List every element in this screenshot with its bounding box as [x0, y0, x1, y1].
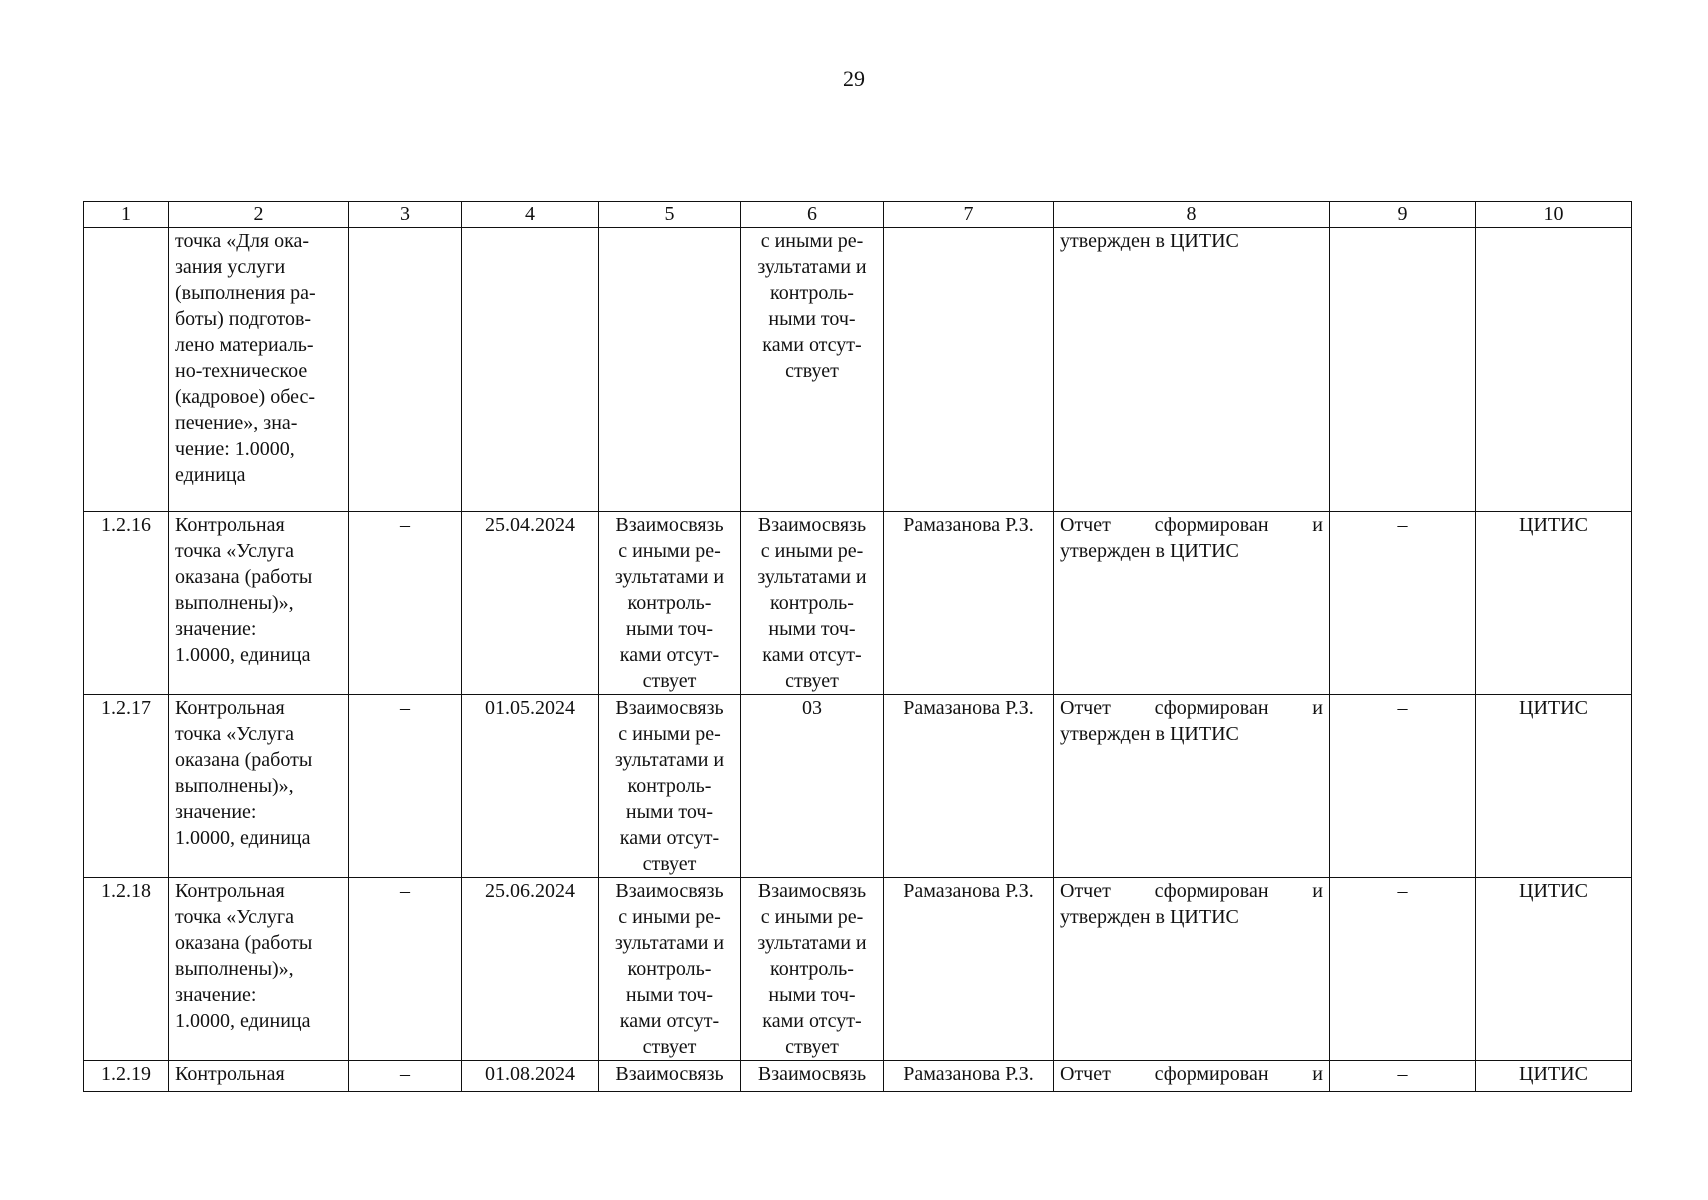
- cell-date: 25.04.2024: [462, 512, 599, 695]
- cell-col6: [741, 512, 884, 695]
- cell-col5: [599, 878, 741, 1061]
- table-row: [84, 695, 1632, 878]
- col6-line: ками отсут-: [762, 334, 862, 356]
- col6-line: с иными ре-: [760, 540, 864, 562]
- header-cell: 6: [741, 202, 884, 228]
- header-cell: 2: [169, 202, 349, 228]
- name-line: печение», зна-: [175, 412, 298, 434]
- cell-col5: [599, 1061, 741, 1092]
- header-cell: 10: [1476, 202, 1632, 228]
- header-cell: 8: [1054, 202, 1330, 228]
- result-line: утвержден в ЦИТИС: [1060, 906, 1239, 928]
- cell-system: ЦИТИС: [1476, 695, 1632, 878]
- name-line: точка «Для ока-: [175, 230, 310, 252]
- cell-result: [1054, 878, 1330, 1061]
- name-line: 1.0000, единица: [175, 827, 311, 849]
- name-line: чение: 1.0000,: [175, 438, 295, 460]
- result-line: Отчет сформирован и: [1060, 1063, 1323, 1085]
- control-points-table: [83, 201, 1632, 1092]
- name-line: Контрольная: [175, 697, 285, 719]
- header-cell: 1: [84, 202, 169, 228]
- cell-date: 25.06.2024: [462, 878, 599, 1061]
- cell-date: 01.05.2024: [462, 695, 599, 878]
- col5-line: с иными ре-: [618, 723, 721, 745]
- name-line: боты) подготов-: [175, 308, 312, 330]
- header-cell: 7: [884, 202, 1054, 228]
- cell-num: 1.2.18: [84, 878, 169, 1061]
- cell-num: [84, 228, 169, 512]
- col6-line: ствует: [785, 670, 839, 692]
- cell-name: [169, 1061, 349, 1092]
- col5-line: зультатами и: [614, 749, 725, 771]
- col5-line: Взаимосвязь: [615, 1063, 724, 1085]
- cell-col6: [741, 228, 884, 512]
- cell-col9: –: [1330, 512, 1476, 695]
- cell-col9: –: [1330, 878, 1476, 1061]
- col5-line: зультатами и: [614, 566, 725, 588]
- cell-result: [1054, 512, 1330, 695]
- cell-responsible: Рамазанова Р.З.: [884, 512, 1054, 695]
- col6-line: зультатами и: [757, 566, 867, 588]
- name-line: выполнены)»,: [175, 958, 294, 980]
- name-line: точка «Услуга: [175, 723, 295, 745]
- col6-line: 03: [802, 697, 822, 719]
- result-line: утвержден в ЦИТИС: [1060, 723, 1239, 745]
- name-line: выполнены)»,: [175, 592, 294, 614]
- col5-line: с иными ре-: [618, 540, 721, 562]
- col5-line: Взаимосвязь: [615, 697, 724, 719]
- col5-line: ными точ-: [625, 801, 714, 823]
- col6-line: ками отсут-: [762, 644, 862, 666]
- name-line: точка «Услуга: [175, 906, 295, 928]
- cell-date: 01.08.2024: [462, 1061, 599, 1092]
- name-line: зания услуги: [175, 256, 286, 278]
- name-line: лено материаль-: [175, 334, 314, 356]
- col6-line: ными точ-: [768, 618, 856, 640]
- cell-col3: –: [349, 878, 462, 1061]
- cell-col5: [599, 695, 741, 878]
- cell-responsible: Рамазанова Р.З.: [884, 1061, 1054, 1092]
- name-line: (кадровое) обес-: [175, 386, 316, 408]
- cell-col9: –: [1330, 695, 1476, 878]
- col6-line: контроль-: [770, 592, 854, 614]
- result-line: Отчет сформирован и: [1060, 514, 1323, 536]
- result-line: утвержден в ЦИТИС: [1060, 540, 1239, 562]
- cell-col3: [349, 228, 462, 512]
- result-line: Отчет сформирован и: [1060, 697, 1323, 719]
- name-line: оказана (работы: [175, 749, 313, 771]
- header-cell: 3: [349, 202, 462, 228]
- cell-num: 1.2.17: [84, 695, 169, 878]
- col5-line: ками отсут-: [619, 644, 720, 666]
- col6-line: с иными ре-: [760, 906, 864, 928]
- name-line: значение:: [175, 984, 257, 1006]
- header-row: [84, 202, 1632, 228]
- table-row: [84, 1061, 1632, 1092]
- col5-line: ными точ-: [625, 618, 714, 640]
- col6-line: Взаимосвязь: [757, 514, 867, 536]
- cell-num: 1.2.16: [84, 512, 169, 695]
- cell-system: ЦИТИС: [1476, 1061, 1632, 1092]
- name-line: 1.0000, единица: [175, 644, 311, 666]
- col6-line: ными точ-: [768, 984, 856, 1006]
- col5-line: контроль-: [627, 958, 712, 980]
- cell-result: [1054, 228, 1330, 512]
- col6-line: ками отсут-: [762, 1010, 862, 1032]
- col5-line: зультатами и: [614, 932, 725, 954]
- cell-col3: –: [349, 695, 462, 878]
- name-line: точка «Услуга: [175, 540, 295, 562]
- col6-line: ными точ-: [768, 308, 856, 330]
- name-line: единица: [175, 464, 246, 486]
- cell-col5: [599, 228, 741, 512]
- name-line: выполнены)»,: [175, 775, 294, 797]
- name-line: значение:: [175, 618, 257, 640]
- name-line: оказана (работы: [175, 932, 313, 954]
- result-line: утвержден в ЦИТИС: [1060, 230, 1239, 252]
- header-cell: 4: [462, 202, 599, 228]
- cell-system: ЦИТИС: [1476, 878, 1632, 1061]
- cell-name: [169, 512, 349, 695]
- col5-line: ными точ-: [625, 984, 714, 1006]
- col5-line: контроль-: [627, 592, 712, 614]
- cell-col5: [599, 512, 741, 695]
- col5-line: ствует: [642, 670, 697, 692]
- name-line: (выполнения ра-: [175, 282, 316, 304]
- cell-system: [1476, 228, 1632, 512]
- cell-date: [462, 228, 599, 512]
- col5-line: ками отсут-: [619, 1010, 720, 1032]
- cell-name: [169, 228, 349, 512]
- col6-line: контроль-: [770, 282, 854, 304]
- name-line: значение:: [175, 801, 257, 823]
- continuation-row: [84, 228, 1632, 512]
- cell-col9: [1330, 228, 1476, 512]
- cell-name: [169, 695, 349, 878]
- col5-line: ствует: [642, 853, 697, 875]
- cell-col3: –: [349, 512, 462, 695]
- cell-col6: [741, 1061, 884, 1092]
- cell-result: [1054, 695, 1330, 878]
- cell-name: [169, 878, 349, 1061]
- name-line: Контрольная: [175, 880, 285, 902]
- cell-col3: –: [349, 1061, 462, 1092]
- cell-num: 1.2.19: [84, 1061, 169, 1092]
- header-cell: 5: [599, 202, 741, 228]
- col6-line: зультатами и: [757, 256, 867, 278]
- cell-responsible: Рамазанова Р.З.: [884, 695, 1054, 878]
- cell-responsible: [884, 228, 1054, 512]
- header-cell: 9: [1330, 202, 1476, 228]
- page-number: 29: [843, 66, 865, 91]
- name-line: Контрольная: [175, 514, 285, 536]
- name-line: 1.0000, единица: [175, 1010, 311, 1032]
- col6-line: зультатами и: [757, 932, 867, 954]
- cell-result: [1054, 1061, 1330, 1092]
- col5-line: ками отсут-: [619, 827, 720, 849]
- col5-line: с иными ре-: [618, 906, 721, 928]
- col6-line: Взаимосвязь: [757, 1063, 867, 1085]
- cell-responsible: Рамазанова Р.З.: [884, 878, 1054, 1061]
- name-line: но-техническое: [175, 360, 308, 382]
- col6-line: с иными ре-: [760, 230, 864, 252]
- cell-system: ЦИТИС: [1476, 512, 1632, 695]
- col6-line: ствует: [785, 360, 839, 382]
- cell-col6: [741, 695, 884, 878]
- cell-col6: [741, 878, 884, 1061]
- result-line: Отчет сформирован и: [1060, 880, 1323, 902]
- cell-col9: –: [1330, 1061, 1476, 1092]
- col5-line: ствует: [642, 1036, 697, 1058]
- table-row: [84, 878, 1632, 1061]
- col5-line: Взаимосвязь: [615, 880, 724, 902]
- name-line: оказана (работы: [175, 566, 313, 588]
- name-line: Контрольная: [175, 1063, 285, 1085]
- table-row: [84, 512, 1632, 695]
- col6-line: контроль-: [770, 958, 854, 980]
- col5-line: контроль-: [627, 775, 712, 797]
- col6-line: Взаимосвязь: [757, 880, 867, 902]
- col6-line: ствует: [785, 1036, 839, 1058]
- col5-line: Взаимосвязь: [615, 514, 724, 536]
